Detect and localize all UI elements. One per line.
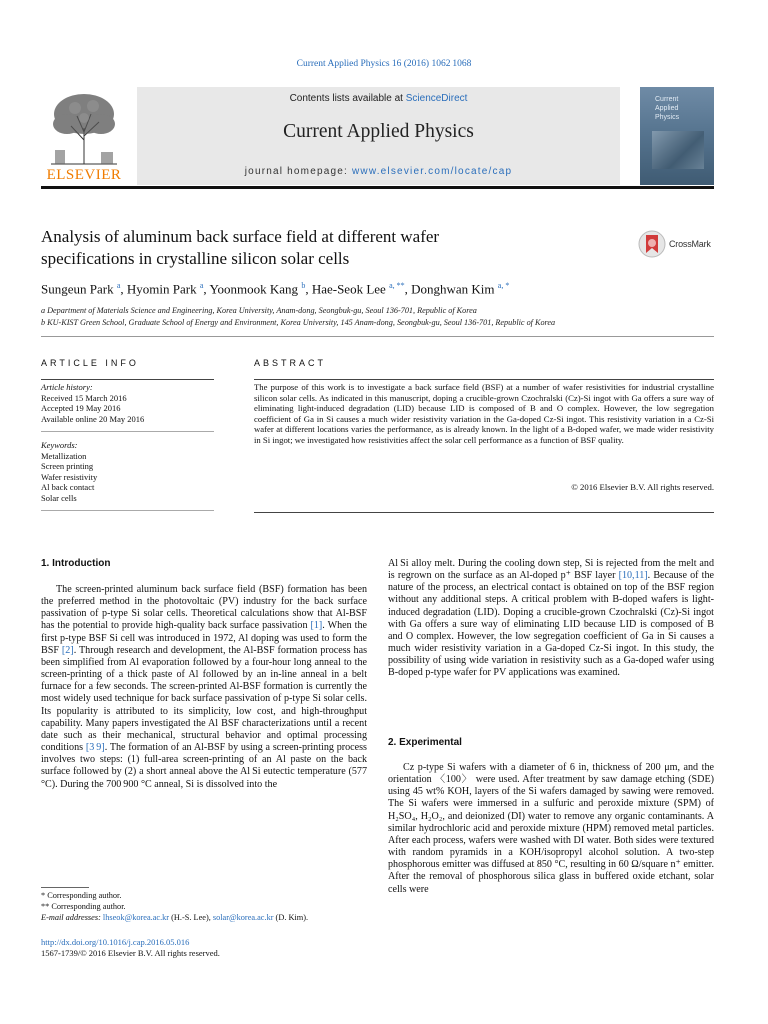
email-owner: (H.-S. Lee), xyxy=(169,913,213,922)
article-info-divider xyxy=(41,510,214,511)
abstract-heading: ABSTRACT xyxy=(254,358,327,368)
body-text: . The formation of an Al-BSF by using a screen-printing process involves two steps: (1) full-area screen-printing of an Al paste on the back surface followed by (2) a short anneal above the Al Si eutectic temperature (577 °C). During the 700 900 °C anneal, Si is dissolved into the xyxy=(41,742,367,790)
abstract-copyright: © 2016 Elsevier B.V. All rights reserved. xyxy=(571,482,714,492)
contents-line xyxy=(137,93,620,104)
crossmark-badge[interactable] xyxy=(638,229,718,259)
journal-citation[interactable]: Current Applied Physics 16 (2016) 1062 1068 xyxy=(296,59,472,69)
sciencedirect-link[interactable]: ScienceDirect xyxy=(405,93,468,104)
keywords-label: Keywords: xyxy=(41,440,78,450)
abstract-divider xyxy=(254,379,714,380)
email-link[interactable]: lhseok@korea.ac.kr xyxy=(102,913,170,922)
cover-title xyxy=(655,95,679,122)
homepage-prefix: journal homepage: xyxy=(244,166,352,177)
body-text: The screen-printed aluminum back surface field (BSF) formation has been the preferred method in the photovoltaic (PV) industry for the back surface passivation of p-type Si solar cells. Theoretical calculations show that Al-BSF has the potential to provide high-quality back surface passivation xyxy=(41,584,367,632)
email-prefix: E-mail addresses: xyxy=(41,913,103,922)
author-name: Yoonmook Kang xyxy=(209,281,299,297)
reference-link[interactable]: [2] xyxy=(61,644,74,656)
experimental-column xyxy=(388,762,714,896)
body-text: . Through research and development, the Al-BSF formation process has been simplified from Al evaporation followed by a four-hour long anneal to the screen-printing of a thick paste of Al followed by an in-line anneal in a belt furnace for a few seconds. The screen-printed Al-BSF formation is currently the most widely used technique for back surface passivation of p-type Si solar cells. Its popularity is attributed to its simplicity, low cost, and high-throughput capability. Many papers investigated the Al BSF characterizations until a recent date such as their mechanical, structural behavior and optimal processing conditions xyxy=(41,644,367,754)
experimental-heading: 2. Experimental xyxy=(388,737,462,748)
reference-link[interactable]: [10,11] xyxy=(618,570,648,582)
experimental-paragraph: Cz p-type Si wafers with a diameter of 6 in, thickness of 200 μm, and the orientation 〈100〉 were used. After treatment by saw damage etching (SDE) using 45 wt% KOH, layers of the Si wafers damaged by sawing were removed. The Si wafers were immersed in a sulfuric and peroxide mixture (SPM) of H₂SO₄, H₂O₂, and deionized (DI) water to remove any organic contaminants. A similar hydrochloric acid and peroxide mixture (HPM) removed metal particles. After each process, wafers were washed with DI water. Both sides were textured with random pyramids in a KOH/isopropyl alcohol solution. A two-step phosphorous emitter was diffused at 850 °C, resulting in 60 Ω/square n⁺ emitter. After the removal of phosphorous silica glass in buffered oxide etchant, solar cells were xyxy=(388,762,714,895)
crossmark-label: CrossMark xyxy=(669,239,711,249)
keyword: Solar cells xyxy=(41,492,77,503)
affiliation-a: a Department of Materials Science and Engineering, Korea University, Anam-dong, Seongbuk-gu, Seoul 136-701, Republic of Korea xyxy=(41,306,477,315)
elsevier-logo[interactable] xyxy=(41,88,127,184)
author-list: Sungeun Park $^a$, Hyomin Park $^a$, Yoonmook Kang $^b$, Hae-Seok Lee $^{a, **}$, Donghwan Kim $^{a, *}$ xyxy=(41,281,510,297)
keyword: Metallization xyxy=(41,450,87,461)
homepage-line xyxy=(137,166,620,177)
corresponding-author-note: * Corresponding author. xyxy=(41,891,122,900)
cover-image xyxy=(652,131,704,169)
abstract-text: The purpose of this work is to investigate a back surface field (BSF) at a number of wafer resistivities for industrial crystalline silicon solar cells. As indicated in this manuscript, doping a crucible-grown Czochralski (Cz)-Si ingot with Ga offers a sure way of eliminating light-induced degradation (LID) because LID is composed of B and O complex. However, the low segregation coefficient of Ga in Si causes a much wider resistivity variation in the Ga-doped Cz-Si ingot. This resistivity variation in a Cz-Si wafer at different locations varies the performance, as is already known. In the light of a B-doped wafer, we made wider resistivity in Si ingot; we investigated how resistivities affect the solar cell performance as a function of BSF quality. xyxy=(254,382,714,445)
author-affiliation-marker[interactable]: a, ** xyxy=(389,281,405,290)
author-affiliation-marker[interactable]: a, * xyxy=(497,281,510,290)
cover-title-line: Physics xyxy=(655,114,680,121)
header-divider xyxy=(41,186,714,189)
author-divider xyxy=(41,336,714,337)
author-affiliation-marker[interactable]: b xyxy=(301,281,306,290)
author-name: Donghwan Kim xyxy=(411,281,495,297)
history-label: Article history: xyxy=(41,382,93,392)
crossmark-icon xyxy=(638,229,666,259)
corresponding-author-note: ** Corresponding author. xyxy=(41,902,126,911)
article-info-heading: ARTICLE INFO xyxy=(41,358,139,368)
body-column-right xyxy=(388,558,714,680)
author-name: Hae-Seok Lee xyxy=(311,281,386,297)
elsevier-tree-icon xyxy=(41,88,127,166)
body-text: . Because of the nature of the process, an electrical contact is obtained on top of the BSF region without any additional steps. A critical problem with B-doped wafers is light-induced degradation (LID). Doping a crucible-grown Czochralski (Cz)-Si ingot with Ga offers a sure way of eliminating LID because LID is composed of B and O complex. However, the low segregation coefficient of Ga in Si causes a much wider resistivity variation in a Ga-doped Cz-Si ingot. In this study, the possibility of using wide variation in resistivity such as a Ga-doped wafer using B-doped p-type wafer for PV applications was examined. xyxy=(388,570,714,679)
body-text: . When the first p-type BSF Si cell was introduced in 1972, Al doping was used to form the BSF xyxy=(41,620,367,656)
received-date: Received 15 March 2016 xyxy=(41,392,127,403)
online-date: Available online 20 May 2016 xyxy=(41,413,145,424)
author-affiliation-marker[interactable]: a xyxy=(199,281,204,290)
email-link[interactable]: solar@korea.ac.kr xyxy=(212,913,274,922)
author-name: Hyomin Park xyxy=(126,281,197,297)
article-title-line: Analysis of aluminum back surface field at different wafer xyxy=(41,227,440,246)
keywords xyxy=(41,440,214,503)
keyword: Al back contact xyxy=(41,482,95,492)
email-owner: (D. Kim). xyxy=(273,913,309,922)
body-column-left xyxy=(41,584,367,791)
journal-cover[interactable] xyxy=(640,87,714,185)
cover-title-line: Current xyxy=(655,96,679,103)
cover-title-line: Applied xyxy=(655,105,679,112)
author-name: Sungeun Park xyxy=(41,281,114,297)
reference-link[interactable]: [3 9] xyxy=(85,742,105,754)
intro-paragraph-continued xyxy=(388,558,714,680)
journal-title: Current Applied Physics xyxy=(283,121,474,142)
contents-prefix: Contents lists available at xyxy=(289,93,406,104)
body-text: Al Si alloy melt. During the cooling down step, Si is rejected from the melt and is regrown on the surface as an Al-doped p⁺ BSF layer xyxy=(388,558,714,582)
email-addresses xyxy=(41,913,381,924)
abstract-divider xyxy=(254,512,714,513)
doi-link[interactable]: http://dx.doi.org/10.1016/j.cap.2016.05.016 xyxy=(41,937,190,947)
elsevier-wordmark: ELSEVIER xyxy=(46,167,122,183)
keyword: Wafer resistivity xyxy=(41,471,98,482)
article-info-divider xyxy=(41,431,214,432)
keyword: Screen printing xyxy=(41,461,94,471)
issn-line: 1567-1739/© 2016 Elsevier B.V. All rights reserved. xyxy=(41,948,220,958)
article-info-divider xyxy=(41,379,214,380)
reference-link[interactable]: [1] xyxy=(310,620,323,632)
homepage-link[interactable]: www.elsevier.com/locate/cap xyxy=(351,166,513,177)
introduction-heading: 1. Introduction xyxy=(41,558,111,569)
journal-banner xyxy=(137,87,620,185)
affiliation-b: b KU-KIST Green School, Graduate School of Energy and Environment, Korea University, 145 Anam-dong, Seongbuk-gu, Seoul 136-701, Republic of Korea xyxy=(41,318,556,327)
article-title xyxy=(41,226,601,270)
author-affiliation-marker[interactable]: a xyxy=(116,281,121,290)
footnote-divider xyxy=(41,887,89,888)
accepted-date: Accepted 19 May 2016 xyxy=(41,403,121,413)
intro-paragraph xyxy=(41,584,367,791)
article-history xyxy=(41,382,214,424)
article-title-line: specifications in crystalline silicon solar cells xyxy=(41,249,350,268)
